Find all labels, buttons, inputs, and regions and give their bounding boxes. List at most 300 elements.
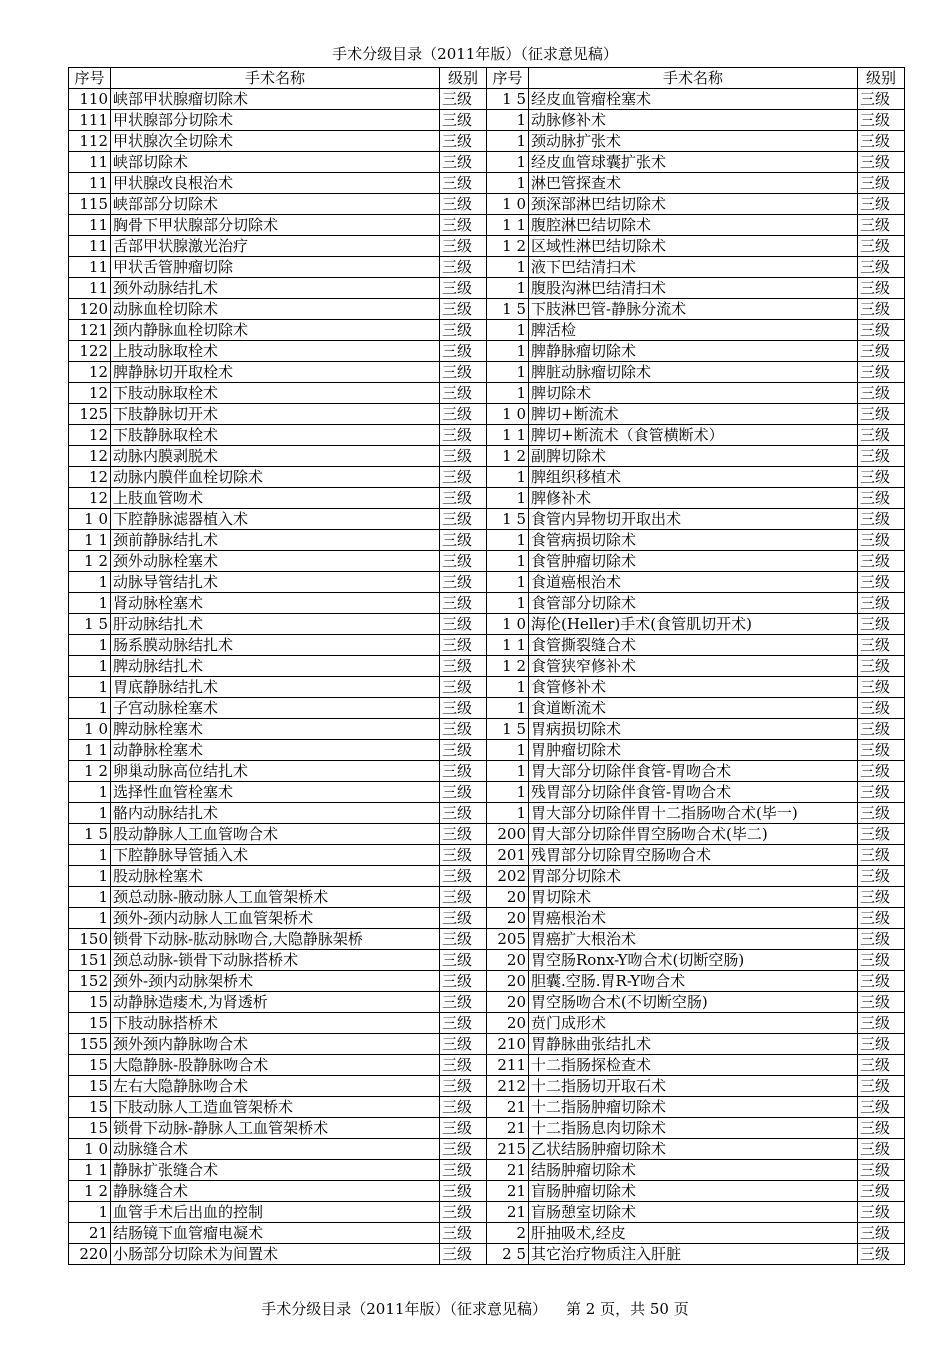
cell-level: 三级 xyxy=(858,1055,905,1076)
cell-name: 下肢动脉取栓术 xyxy=(111,383,440,404)
table-body xyxy=(69,89,905,1265)
cell-name: 胃静脉曲张结扎术 xyxy=(529,1034,858,1055)
table-row xyxy=(69,404,905,425)
cell-name: 脾脏动脉瘤切除术 xyxy=(529,362,858,383)
cell-no: 1 xyxy=(487,782,529,803)
cell-name: 食道断流术 xyxy=(529,698,858,719)
cell-name: 动静脉栓塞术 xyxy=(111,740,440,761)
table-row xyxy=(69,425,905,446)
cell-name: 下肢淋巴管-静脉分流术 xyxy=(529,299,858,320)
cell-level: 三级 xyxy=(440,1223,487,1244)
cell-level: 三级 xyxy=(858,803,905,824)
table-row xyxy=(69,89,905,110)
cell-no: 200 xyxy=(487,824,529,845)
cell-name: 颈外动脉栓塞术 xyxy=(111,551,440,572)
table-row xyxy=(69,299,905,320)
cell-name: 颈外-颈内动脉架桥术 xyxy=(111,971,440,992)
cell-no: 1 xyxy=(69,635,111,656)
cell-no: 20 xyxy=(487,887,529,908)
table-row xyxy=(69,1160,905,1181)
cell-no: 20 xyxy=(487,992,529,1013)
cell-no: 1 5 xyxy=(69,614,111,635)
cell-level: 三级 xyxy=(440,488,487,509)
cell-name: 颈动脉扩张术 xyxy=(529,131,858,152)
cell-level: 三级 xyxy=(858,719,905,740)
cell-level: 三级 xyxy=(440,992,487,1013)
cell-name: 颈内静脉血栓切除术 xyxy=(111,320,440,341)
cell-level: 三级 xyxy=(440,1181,487,1202)
cell-no: 1 xyxy=(487,488,529,509)
cell-level: 三级 xyxy=(858,782,905,803)
cell-level: 三级 xyxy=(858,236,905,257)
cell-name: 其它治疗物质注入肝脏 xyxy=(529,1244,858,1265)
cell-no: 1 5 xyxy=(487,89,529,110)
table-row xyxy=(69,635,905,656)
cell-name: 脾切+断流术 xyxy=(529,404,858,425)
cell-no: 1 xyxy=(487,698,529,719)
cell-name: 锁骨下动脉-肱动脉吻合,大隐静脉架桥 xyxy=(111,929,440,950)
cell-level: 三级 xyxy=(440,89,487,110)
cell-name: 下腔静脉滤器植入术 xyxy=(111,509,440,530)
cell-no: 21 xyxy=(487,1202,529,1223)
cell-no: 12 xyxy=(69,446,111,467)
cell-level: 三级 xyxy=(858,467,905,488)
cell-level: 三级 xyxy=(440,467,487,488)
cell-level: 三级 xyxy=(440,257,487,278)
table-row xyxy=(69,488,905,509)
table-row xyxy=(69,950,905,971)
cell-level: 三级 xyxy=(858,1181,905,1202)
cell-no: 1 5 xyxy=(69,824,111,845)
header-name: 手术名称 xyxy=(111,68,440,89)
cell-level: 三级 xyxy=(858,110,905,131)
cell-name: 胃肿瘤切除术 xyxy=(529,740,858,761)
cell-no: 121 xyxy=(69,320,111,341)
cell-level: 三级 xyxy=(858,1118,905,1139)
cell-no: 1 1 xyxy=(487,635,529,656)
cell-name: 食管修补术 xyxy=(529,677,858,698)
cell-no: 11 xyxy=(69,152,111,173)
cell-no: 122 xyxy=(69,341,111,362)
cell-name: 子宫动脉栓塞术 xyxy=(111,698,440,719)
table-row xyxy=(69,908,905,929)
table-row xyxy=(69,551,905,572)
cell-name: 动脉缝合术 xyxy=(111,1139,440,1160)
cell-level: 三级 xyxy=(440,824,487,845)
cell-level: 三级 xyxy=(440,572,487,593)
cell-level: 三级 xyxy=(858,1160,905,1181)
table-row xyxy=(69,1118,905,1139)
cell-no: 11 xyxy=(69,215,111,236)
cell-level: 三级 xyxy=(858,362,905,383)
cell-name: 结肠肿瘤切除术 xyxy=(529,1160,858,1181)
cell-level: 三级 xyxy=(858,446,905,467)
cell-no: 111 xyxy=(69,110,111,131)
table-row xyxy=(69,992,905,1013)
cell-level: 三级 xyxy=(440,719,487,740)
cell-no: 1 0 xyxy=(69,1139,111,1160)
cell-level: 三级 xyxy=(858,761,905,782)
table-row xyxy=(69,341,905,362)
table-row xyxy=(69,971,905,992)
cell-name: 食管狭窄修补术 xyxy=(529,656,858,677)
table-row xyxy=(69,509,905,530)
cell-name: 脾静脉切开取栓术 xyxy=(111,362,440,383)
cell-level: 三级 xyxy=(858,1097,905,1118)
cell-name: 颈前静脉结扎术 xyxy=(111,530,440,551)
cell-no: 1 xyxy=(487,131,529,152)
cell-no: 1 xyxy=(487,383,529,404)
cell-name: 选择性血管栓塞术 xyxy=(111,782,440,803)
cell-name: 残胃部分切除胃空肠吻合术 xyxy=(529,845,858,866)
cell-no: 1 5 xyxy=(487,509,529,530)
cell-no: 2 5 xyxy=(487,1244,529,1265)
cell-no: 1 2 xyxy=(69,551,111,572)
cell-no: 1 2 xyxy=(69,1181,111,1202)
cell-level: 三级 xyxy=(440,446,487,467)
cell-no: 2 xyxy=(487,1223,529,1244)
cell-level: 三级 xyxy=(440,194,487,215)
cell-no: 210 xyxy=(487,1034,529,1055)
cell-name: 卵巢动脉高位结扎术 xyxy=(111,761,440,782)
cell-name: 颈外动脉结扎术 xyxy=(111,278,440,299)
cell-level: 三级 xyxy=(858,530,905,551)
cell-name: 动脉内膜伴血栓切除术 xyxy=(111,467,440,488)
table-row xyxy=(69,1055,905,1076)
cell-level: 三级 xyxy=(858,845,905,866)
cell-no: 15 xyxy=(69,1076,111,1097)
cell-no: 20 xyxy=(487,971,529,992)
cell-no: 1 0 xyxy=(487,614,529,635)
cell-name: 静脉扩张缝合术 xyxy=(111,1160,440,1181)
cell-level: 三级 xyxy=(858,383,905,404)
cell-name: 颈外-颈内动脉人工血管架桥术 xyxy=(111,908,440,929)
cell-level: 三级 xyxy=(440,782,487,803)
table-row xyxy=(69,1139,905,1160)
cell-name: 胃病损切除术 xyxy=(529,719,858,740)
header-name: 手术名称 xyxy=(529,68,858,89)
cell-no: 1 xyxy=(487,173,529,194)
table-row xyxy=(69,614,905,635)
cell-name: 食管病损切除术 xyxy=(529,530,858,551)
cell-level: 三级 xyxy=(440,425,487,446)
cell-no: 1 xyxy=(487,152,529,173)
cell-level: 三级 xyxy=(858,614,905,635)
cell-level: 三级 xyxy=(440,404,487,425)
cell-no: 1 0 xyxy=(69,719,111,740)
cell-level: 三级 xyxy=(858,929,905,950)
cell-no: 1 xyxy=(487,278,529,299)
cell-name: 贲门成形术 xyxy=(529,1013,858,1034)
table-row xyxy=(69,152,905,173)
table-row xyxy=(69,362,905,383)
cell-name: 十二指肠肿瘤切除术 xyxy=(529,1097,858,1118)
cell-level: 三级 xyxy=(858,992,905,1013)
cell-name: 脾动脉栓塞术 xyxy=(111,719,440,740)
table-row xyxy=(69,593,905,614)
cell-no: 201 xyxy=(487,845,529,866)
cell-no: 1 2 xyxy=(487,446,529,467)
cell-name: 胃大部分切除伴食管-胃吻合术 xyxy=(529,761,858,782)
cell-level: 三级 xyxy=(858,971,905,992)
cell-name: 舌部甲状腺激光治疗 xyxy=(111,236,440,257)
cell-name: 甲状腺次全切除术 xyxy=(111,131,440,152)
table-row xyxy=(69,194,905,215)
cell-name: 肝动脉结扎术 xyxy=(111,614,440,635)
cell-level: 三级 xyxy=(440,173,487,194)
cell-name: 胆囊.空肠.胃R-Y吻合术 xyxy=(529,971,858,992)
cell-level: 三级 xyxy=(858,740,905,761)
cell-no: 1 xyxy=(69,1202,111,1223)
table-row xyxy=(69,257,905,278)
cell-no: 20 xyxy=(487,1013,529,1034)
cell-no: 1 xyxy=(69,845,111,866)
cell-name: 液下巴结清扫术 xyxy=(529,257,858,278)
cell-name: 甲状腺改良根治术 xyxy=(111,173,440,194)
cell-no: 21 xyxy=(69,1223,111,1244)
cell-name: 胃大部分切除伴胃空肠吻合术(毕二) xyxy=(529,824,858,845)
cell-no: 12 xyxy=(69,425,111,446)
cell-no: 20 xyxy=(487,950,529,971)
cell-no: 1 2 xyxy=(487,236,529,257)
cell-no: 1 xyxy=(487,110,529,131)
document-title: 手术分级目录（2011年版）（征求意见稿） xyxy=(332,45,618,63)
table-row xyxy=(69,719,905,740)
cell-level: 三级 xyxy=(858,908,905,929)
cell-level: 三级 xyxy=(858,215,905,236)
table-row xyxy=(69,215,905,236)
cell-name: 腹腔淋巴结切除术 xyxy=(529,215,858,236)
cell-no: 1 xyxy=(487,467,529,488)
cell-level: 三级 xyxy=(440,887,487,908)
cell-no: 12 xyxy=(69,467,111,488)
cell-no: 1 xyxy=(69,572,111,593)
cell-no: 125 xyxy=(69,404,111,425)
table-row xyxy=(69,656,905,677)
cell-name: 胃底静脉结扎术 xyxy=(111,677,440,698)
table-row xyxy=(69,698,905,719)
cell-level: 三级 xyxy=(440,1013,487,1034)
cell-no: 15 xyxy=(69,1118,111,1139)
cell-no: 11 xyxy=(69,257,111,278)
cell-no: 1 0 xyxy=(69,509,111,530)
table-row xyxy=(69,866,905,887)
cell-no: 1 xyxy=(487,677,529,698)
cell-level: 三级 xyxy=(440,1202,487,1223)
cell-level: 三级 xyxy=(858,341,905,362)
cell-no: 1 xyxy=(487,551,529,572)
cell-name: 结肠镜下血管瘤电凝术 xyxy=(111,1223,440,1244)
cell-name: 胃空肠Ronx-Y吻合术(切断空肠) xyxy=(529,950,858,971)
cell-name: 十二指肠息肉切除术 xyxy=(529,1118,858,1139)
cell-no: 1 2 xyxy=(487,656,529,677)
cell-level: 三级 xyxy=(858,887,905,908)
header-no: 序号 xyxy=(487,68,529,89)
cell-name: 肠系膜动脉结扎术 xyxy=(111,635,440,656)
cell-level: 三级 xyxy=(440,320,487,341)
table-row xyxy=(69,1034,905,1055)
cell-level: 三级 xyxy=(858,257,905,278)
cell-level: 三级 xyxy=(858,131,905,152)
cell-no: 12 xyxy=(69,362,111,383)
cell-no: 211 xyxy=(487,1055,529,1076)
cell-name: 胃癌根治术 xyxy=(529,908,858,929)
cell-level: 三级 xyxy=(440,1076,487,1097)
cell-level: 三级 xyxy=(440,278,487,299)
table-row xyxy=(69,887,905,908)
cell-name: 颈深部淋巴结切除术 xyxy=(529,194,858,215)
cell-no: 155 xyxy=(69,1034,111,1055)
cell-level: 三级 xyxy=(858,1034,905,1055)
cell-no: 120 xyxy=(69,299,111,320)
cell-name: 小肠部分切除术为间置术 xyxy=(111,1244,440,1265)
cell-no: 205 xyxy=(487,929,529,950)
cell-no: 110 xyxy=(69,89,111,110)
cell-name: 下肢动脉搭桥术 xyxy=(111,1013,440,1034)
cell-no: 202 xyxy=(487,866,529,887)
cell-name: 血管手术后出血的控制 xyxy=(111,1202,440,1223)
cell-level: 三级 xyxy=(858,866,905,887)
cell-no: 1 xyxy=(487,362,529,383)
cell-name: 峡部部分切除术 xyxy=(111,194,440,215)
cell-name: 胃切除术 xyxy=(529,887,858,908)
cell-no: 1 xyxy=(69,698,111,719)
cell-no: 21 xyxy=(487,1181,529,1202)
cell-no: 1 5 xyxy=(487,719,529,740)
table-row xyxy=(69,1223,905,1244)
cell-name: 乙状结肠肿瘤切除术 xyxy=(529,1139,858,1160)
cell-no: 212 xyxy=(487,1076,529,1097)
cell-no: 215 xyxy=(487,1139,529,1160)
cell-level: 三级 xyxy=(440,236,487,257)
cell-no: 21 xyxy=(487,1097,529,1118)
table-row xyxy=(69,110,905,131)
cell-level: 三级 xyxy=(440,656,487,677)
table-row xyxy=(69,278,905,299)
cell-name: 颈外颈内静脉吻合术 xyxy=(111,1034,440,1055)
cell-no: 150 xyxy=(69,929,111,950)
cell-name: 盲肠憩室切除术 xyxy=(529,1202,858,1223)
cell-level: 三级 xyxy=(440,1097,487,1118)
cell-name: 经皮血管球囊扩张术 xyxy=(529,152,858,173)
cell-name: 股动脉栓塞术 xyxy=(111,866,440,887)
header-level: 级别 xyxy=(440,68,487,89)
cell-level: 三级 xyxy=(858,299,905,320)
cell-no: 15 xyxy=(69,1013,111,1034)
table-row xyxy=(69,1244,905,1265)
cell-level: 三级 xyxy=(858,593,905,614)
cell-level: 三级 xyxy=(440,1139,487,1160)
cell-name: 动脉血栓切除术 xyxy=(111,299,440,320)
cell-name: 胃空肠吻合术(不切断空肠) xyxy=(529,992,858,1013)
cell-level: 三级 xyxy=(858,551,905,572)
cell-name: 盲肠肿瘤切除术 xyxy=(529,1181,858,1202)
cell-name: 锁骨下动脉-静脉人工血管架桥术 xyxy=(111,1118,440,1139)
cell-name: 脾活检 xyxy=(529,320,858,341)
cell-no: 1 xyxy=(487,530,529,551)
table-row xyxy=(69,677,905,698)
cell-level: 三级 xyxy=(858,656,905,677)
cell-name: 区域性淋巴结切除术 xyxy=(529,236,858,257)
cell-level: 三级 xyxy=(858,635,905,656)
cell-level: 三级 xyxy=(440,761,487,782)
table-row xyxy=(69,173,905,194)
table-row xyxy=(69,803,905,824)
table-row xyxy=(69,929,905,950)
cell-name: 左右大隐静脉吻合术 xyxy=(111,1076,440,1097)
cell-level: 三级 xyxy=(858,1076,905,1097)
cell-level: 三级 xyxy=(858,173,905,194)
cell-level: 三级 xyxy=(440,593,487,614)
cell-name: 胃大部分切除伴胃十二指肠吻合术(毕一) xyxy=(529,803,858,824)
header-level: 级别 xyxy=(858,68,905,89)
cell-no: 1 xyxy=(69,593,111,614)
cell-name: 骼内动脉结扎术 xyxy=(111,803,440,824)
cell-level: 三级 xyxy=(858,824,905,845)
cell-name: 脾修补术 xyxy=(529,488,858,509)
cell-name: 腹股沟淋巴结清扫术 xyxy=(529,278,858,299)
cell-no: 152 xyxy=(69,971,111,992)
cell-no: 112 xyxy=(69,131,111,152)
cell-name: 脾静脉瘤切除术 xyxy=(529,341,858,362)
cell-level: 三级 xyxy=(858,572,905,593)
cell-level: 三级 xyxy=(440,845,487,866)
cell-level: 三级 xyxy=(858,89,905,110)
cell-level: 三级 xyxy=(440,950,487,971)
cell-level: 三级 xyxy=(858,1139,905,1160)
table-row xyxy=(69,320,905,341)
cell-level: 三级 xyxy=(440,215,487,236)
cell-no: 1 xyxy=(69,677,111,698)
header-no: 序号 xyxy=(69,68,111,89)
cell-name: 胃癌扩大根治术 xyxy=(529,929,858,950)
table-row xyxy=(69,845,905,866)
cell-no: 12 xyxy=(69,488,111,509)
cell-no: 21 xyxy=(487,1118,529,1139)
cell-no: 151 xyxy=(69,950,111,971)
cell-name: 大隐静脉-股静脉吻合术 xyxy=(111,1055,440,1076)
cell-name: 上肢血管吻术 xyxy=(111,488,440,509)
table-row xyxy=(69,1181,905,1202)
cell-level: 三级 xyxy=(440,866,487,887)
cell-no: 15 xyxy=(69,992,111,1013)
cell-no: 1 xyxy=(69,656,111,677)
cell-name: 淋巴管探查术 xyxy=(529,173,858,194)
table-row xyxy=(69,761,905,782)
cell-level: 三级 xyxy=(440,908,487,929)
cell-name: 肝抽吸术,经皮 xyxy=(529,1223,858,1244)
cell-name: 峡部切除术 xyxy=(111,152,440,173)
cell-level: 三级 xyxy=(858,509,905,530)
cell-name: 食管肿瘤切除术 xyxy=(529,551,858,572)
table-row xyxy=(69,446,905,467)
cell-level: 三级 xyxy=(440,1118,487,1139)
cell-no: 1 xyxy=(487,320,529,341)
cell-no: 15 xyxy=(69,1055,111,1076)
page-footer: 手术分级目录（2011年版）（征求意见稿） 第 2 页，共 50 页 xyxy=(261,1300,689,1318)
cell-name: 十二指肠探检查术 xyxy=(529,1055,858,1076)
cell-level: 三级 xyxy=(858,698,905,719)
table-row xyxy=(69,740,905,761)
cell-name: 食管撕裂缝合术 xyxy=(529,635,858,656)
cell-level: 三级 xyxy=(440,551,487,572)
table-row xyxy=(69,131,905,152)
cell-no: 12 xyxy=(69,383,111,404)
cell-level: 三级 xyxy=(858,320,905,341)
cell-no: 1 1 xyxy=(487,215,529,236)
cell-level: 三级 xyxy=(440,635,487,656)
cell-name: 股动静脉人工血管吻合术 xyxy=(111,824,440,845)
